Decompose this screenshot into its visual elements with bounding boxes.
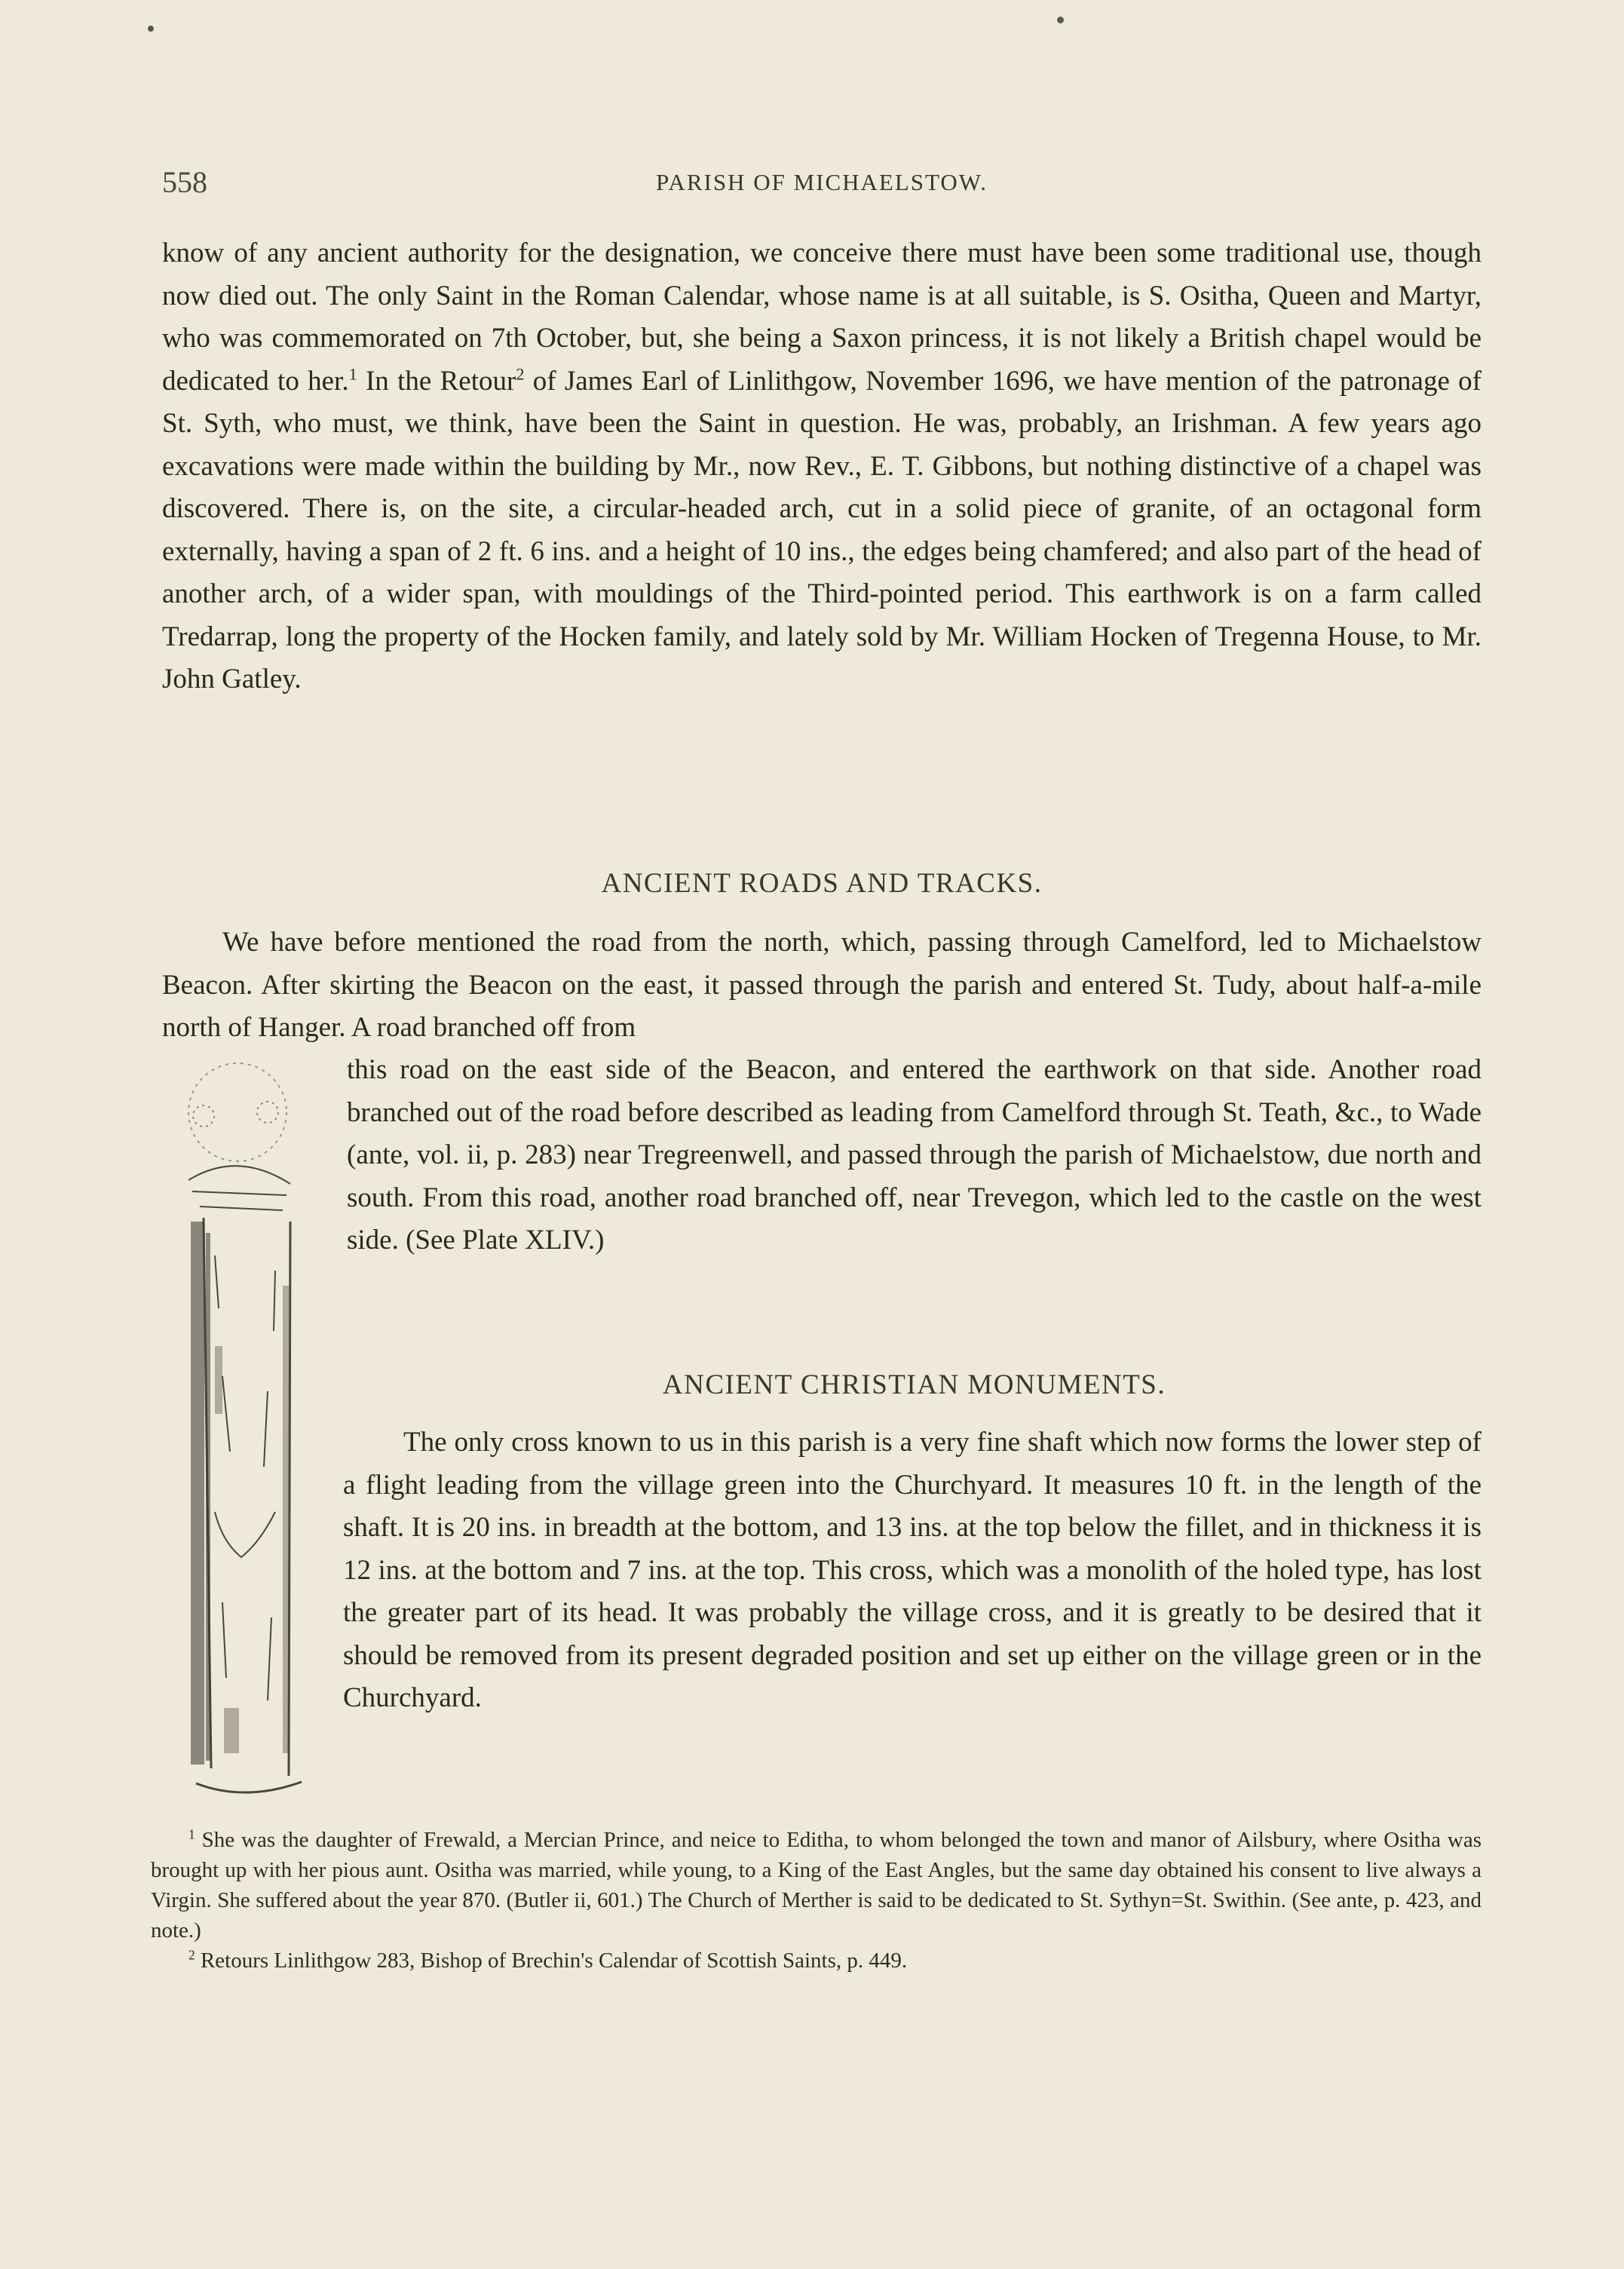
intro-text (162, 232, 1482, 701)
page-number: 558 (162, 165, 207, 199)
roads-text-wrap: this road on the east side of the Beacon, and entered the earthwork on that side. Another road branched out of the road before described as leading from Camelford through St. Teath, &c., to Wade (ante, vol. ii, p. 283) near Tregreenwell, and passed through the parish of Michaelstow, due north and south. From this road, another road branched off, near Trevegon, which led to the castle on the west side. (See Plate XLIV.) (347, 1054, 1482, 1256)
intro-text-c: of James Earl of Linlithgow, November 1696, we have mention of the patronage of St. Syth, who must, we think, have been the Saint in question. He was, probably, an Irishman. A few years ago excavations were made within the building by Mr., now Rev., E. T. Gibbons, but nothing distinctive of a chapel was discovered. There is, on the site, a circular-headed arch, cut in a solid piece of granite, of an octagonal form externally, having a span of 2 ft. 6 ins. and a height of 10 ins., the edges being chamfered; and also part of the head of another arch, of a wider span, with mouldings of the Third-pointed period. This earthwork is on a farm called Tredarrap, long the property of the Hocken family, and lately sold by Mr. William Hocken of Tregenna House, to Mr. John Gatley. (162, 365, 1482, 694)
cross-shaft-drawing (170, 1059, 320, 1814)
intro-text-a: know of any ancient authority for the designation, we conceive there must have been some traditional use, though now died out. The only Saint in the Roman Calendar, whose name is at all suitable, is S. Ositha, Queen and Martyr, who was commemorated on 7th October, but, she being a Saxon princess, it is not likely a British chapel would be dedicated to her. (162, 238, 1482, 397)
footnote-2-text: Retours Linlithgow 283, Bishop of Brechin's Calendar of Scottish Saints, p. 449. (195, 1949, 908, 1973)
footnote-ref-2: 2 (516, 364, 525, 384)
footnote-ref-1: 1 (348, 364, 357, 384)
footnote-1-text: She was the daughter of Frewald, a Mercian Prince, and neice to Editha, to whom belonged the town and manor of Ailsbury, where Ositha was brought up with her pious aunt. Ositha was married, while young, to a King of the East Angles, but the same day obtained his consent to live always a Virgin. She suffered about the year 870. (Butler ii, 601.) The Church of Merther is said to be dedicated to St. Sythyn=St. Swithin. (See ante, p. 423, and note.) (151, 1828, 1482, 1942)
ink-speck (148, 26, 154, 32)
roads-paragraph-top (162, 921, 1482, 1050)
ink-speck (1057, 17, 1064, 23)
cross-shaft-illustration (170, 1059, 320, 1814)
footnote-2 (151, 1946, 1482, 1976)
monuments-paragraph (343, 1421, 1482, 1720)
monuments-heading: ANCIENT CHRISTIAN MONUMENTS. (662, 1369, 1166, 1400)
page-header (162, 164, 1482, 202)
running-title: PARISH OF MICHAELSTOW. (656, 169, 988, 195)
footnote-2-mark: 2 (188, 1947, 195, 1963)
roads-heading: ANCIENT ROADS AND TRACKS. (601, 868, 1043, 899)
roads-text-top: We have before mentioned the road from the north, which, passing through Camelford, led to Michaelstow Beacon. After skirting the Beacon on the east, it passed through the parish and entered St. Tudy, about half-a-mile north of Hanger. A road branched off from (162, 927, 1482, 1043)
roads-paragraph-wrap (347, 1049, 1482, 1262)
footnote-1 (151, 1825, 1482, 1946)
monuments-text: The only cross known to us in this parish is a very fine shaft which now forms the lower step of a flight leading from the village green into the Churchyard. It measures 10 ft. in the length of the shaft. It is 20 ins. in breadth at the bottom, and 13 ins. at the top below the fillet, and in thickness it is 12 ins. at the bottom and 7 ins. at the top. This cross, which was a monolith of the holed type, has lost the greater part of its head. It was probably the village cross, and it is greatly to be desired that it should be removed from its present degraded position and set up either on the village green or in the Churchyard. (343, 1427, 1482, 1713)
footnotes (151, 1825, 1482, 1976)
footnote-1-mark: 1 (188, 1826, 195, 1842)
intro-text-b: In the Retour (357, 365, 516, 397)
intro-paragraph (162, 232, 1482, 701)
